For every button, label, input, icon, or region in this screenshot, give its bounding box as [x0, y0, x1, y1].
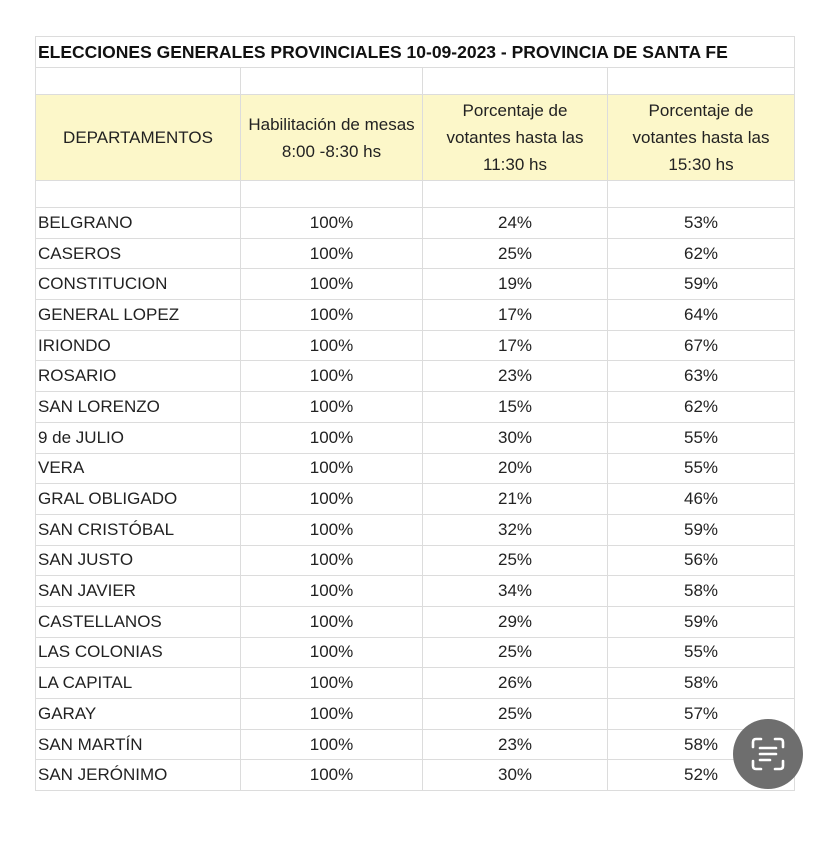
habilitacion-cell: 100% — [241, 330, 423, 361]
habilitacion-cell: 100% — [241, 453, 423, 484]
pct-1530-cell: 58% — [608, 576, 795, 607]
table-row — [36, 514, 795, 545]
pct-1130-cell: 25% — [423, 699, 608, 730]
pct-1530-cell: 58% — [608, 729, 795, 760]
pct-1130-cell: 23% — [423, 729, 608, 760]
pct-1130-cell: 23% — [423, 361, 608, 392]
department-cell: LA CAPITAL — [36, 668, 241, 699]
pct-1530-cell: 62% — [608, 392, 795, 423]
pct-1530-cell: 63% — [608, 361, 795, 392]
department-cell: ROSARIO — [36, 361, 241, 392]
pct-1130-cell: 15% — [423, 392, 608, 423]
habilitacion-cell: 100% — [241, 760, 423, 791]
pct-1530-cell: 58% — [608, 668, 795, 699]
habilitacion-cell: 100% — [241, 269, 423, 300]
department-cell: CONSTITUCION — [36, 269, 241, 300]
department-cell: CASEROS — [36, 238, 241, 269]
department-cell: LAS COLONIAS — [36, 637, 241, 668]
habilitacion-cell: 100% — [241, 300, 423, 331]
pct-1130-cell: 30% — [423, 422, 608, 453]
department-cell: 9 de JULIO — [36, 422, 241, 453]
header-departamentos: DEPARTAMENTOS — [36, 95, 241, 181]
pct-1530-cell: 67% — [608, 330, 795, 361]
table-row — [36, 729, 795, 760]
header-habilitacion: Habilitación de mesas 8:00 -8:30 hs — [241, 95, 423, 181]
department-cell: VERA — [36, 453, 241, 484]
pct-1130-cell: 29% — [423, 606, 608, 637]
department-cell: SAN JUSTO — [36, 545, 241, 576]
department-cell: GENERAL LOPEZ — [36, 300, 241, 331]
pct-1130-cell: 30% — [423, 760, 608, 791]
pct-1530-cell: 52% — [608, 760, 795, 791]
pct-1130-cell: 19% — [423, 269, 608, 300]
habilitacion-cell: 100% — [241, 637, 423, 668]
habilitacion-cell: 100% — [241, 576, 423, 607]
department-cell: GRAL OBLIGADO — [36, 484, 241, 515]
table-row — [36, 392, 795, 423]
pct-1130-cell: 26% — [423, 668, 608, 699]
spreadsheet — [35, 36, 794, 791]
pct-1130-cell: 25% — [423, 545, 608, 576]
pct-1530-cell: 55% — [608, 422, 795, 453]
sheet-title: ELECCIONES GENERALES PROVINCIALES 10-09-2023 - PROVINCIA DE SANTA FE — [36, 37, 795, 68]
table-row — [36, 637, 795, 668]
title-row — [36, 37, 795, 68]
pct-1130-cell: 25% — [423, 238, 608, 269]
pct-1130-cell: 20% — [423, 453, 608, 484]
pct-1530-cell: 57% — [608, 699, 795, 730]
pct-1530-cell: 46% — [608, 484, 795, 515]
pct-1130-cell: 17% — [423, 330, 608, 361]
pct-1530-cell: 55% — [608, 637, 795, 668]
pct-1130-cell: 21% — [423, 484, 608, 515]
habilitacion-cell: 100% — [241, 514, 423, 545]
pct-1130-cell: 34% — [423, 576, 608, 607]
pct-1530-cell: 59% — [608, 606, 795, 637]
table-row — [36, 208, 795, 239]
table-row — [36, 453, 795, 484]
department-cell: GARAY — [36, 699, 241, 730]
table-row — [36, 576, 795, 607]
department-cell: SAN LORENZO — [36, 392, 241, 423]
blank-row — [36, 68, 795, 95]
department-cell: SAN MARTÍN — [36, 729, 241, 760]
habilitacion-cell: 100% — [241, 208, 423, 239]
habilitacion-cell: 100% — [241, 545, 423, 576]
header-pct-1130: Porcentaje de votantes hasta las 11:30 hs — [423, 95, 608, 181]
pct-1530-cell: 53% — [608, 208, 795, 239]
table-row — [36, 760, 795, 791]
table-row — [36, 484, 795, 515]
department-cell: CASTELLANOS — [36, 606, 241, 637]
habilitacion-cell: 100% — [241, 392, 423, 423]
table-row — [36, 422, 795, 453]
table-row — [36, 606, 795, 637]
pct-1530-cell: 55% — [608, 453, 795, 484]
blank-row — [36, 181, 795, 208]
department-cell: BELGRANO — [36, 208, 241, 239]
habilitacion-cell: 100% — [241, 361, 423, 392]
pct-1130-cell: 25% — [423, 637, 608, 668]
habilitacion-cell: 100% — [241, 238, 423, 269]
header-pct-1530: Porcentaje de votantes hasta las 15:30 hs — [608, 95, 795, 181]
pct-1130-cell: 32% — [423, 514, 608, 545]
pct-1530-cell: 59% — [608, 269, 795, 300]
department-cell: IRIONDO — [36, 330, 241, 361]
pct-1130-cell: 17% — [423, 300, 608, 331]
habilitacion-cell: 100% — [241, 729, 423, 760]
pct-1530-cell: 62% — [608, 238, 795, 269]
table-row — [36, 269, 795, 300]
table-row — [36, 361, 795, 392]
table-row — [36, 545, 795, 576]
pct-1130-cell: 24% — [423, 208, 608, 239]
text-scan-button[interactable] — [733, 719, 803, 789]
habilitacion-cell: 100% — [241, 422, 423, 453]
department-cell: SAN JERÓNIMO — [36, 760, 241, 791]
table-row — [36, 668, 795, 699]
turnout-table — [35, 36, 795, 791]
department-cell: SAN CRISTÓBAL — [36, 514, 241, 545]
habilitacion-cell: 100% — [241, 699, 423, 730]
habilitacion-cell: 100% — [241, 668, 423, 699]
habilitacion-cell: 100% — [241, 484, 423, 515]
pct-1530-cell: 59% — [608, 514, 795, 545]
pct-1530-cell: 64% — [608, 300, 795, 331]
table-row — [36, 699, 795, 730]
table-row — [36, 238, 795, 269]
table-row — [36, 330, 795, 361]
text-scan-icon — [749, 735, 787, 773]
department-cell: SAN JAVIER — [36, 576, 241, 607]
header-row — [36, 95, 795, 181]
table-row — [36, 300, 795, 331]
habilitacion-cell: 100% — [241, 606, 423, 637]
pct-1530-cell: 56% — [608, 545, 795, 576]
